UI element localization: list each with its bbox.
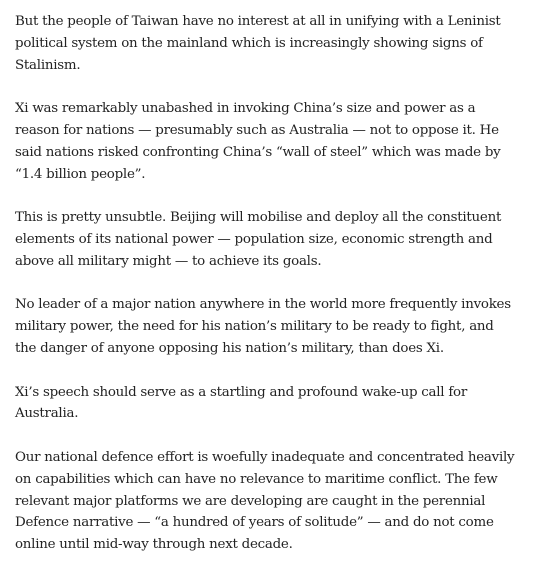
paragraph-taiwan: But the people of Taiwan have no interest at all in unifying with a Leninist political system on the mainland which is increasingly showing signs of Stalinism. bbox=[15, 14, 501, 73]
paragraph-wake-up-call: Xi’s speech should serve as a startling and profound wake-up call for Australia. bbox=[15, 384, 467, 422]
paragraph-unsubtle: This is pretty unsubtle. Beijing will mobilise and deploy all the constituent elements of its national power — population size, economic strength and above all military might — to achieve its goals. bbox=[15, 210, 502, 269]
paragraph-defence-effort: Our national defence effort is woefully inadequate and concentrated heavily on capabilities which can have no relevance to maritime conflict. The few relevant major platforms we are developing are caught in the perennial Defence narrative — “a hundred of years of solitude” — and do not come online until mid-way through next decade. bbox=[15, 449, 515, 553]
article-body bbox=[15, 11, 515, 578]
paragraph-wall-of-steel: Xi was remarkably unabashed in invoking China’s size and power as a reason for nations — presumably such as Australia — not to oppose it. He said nations risked confronting China’s “wall of steel” which was made by “1.4 billion people”. bbox=[15, 101, 501, 182]
paragraph-military-power: No leader of a major nation anywhere in the world more frequently invokes military power, the need for his nation’s military to be ready to fight, and the danger of anyone opposing his nation’s military, than does Xi. bbox=[15, 297, 511, 356]
